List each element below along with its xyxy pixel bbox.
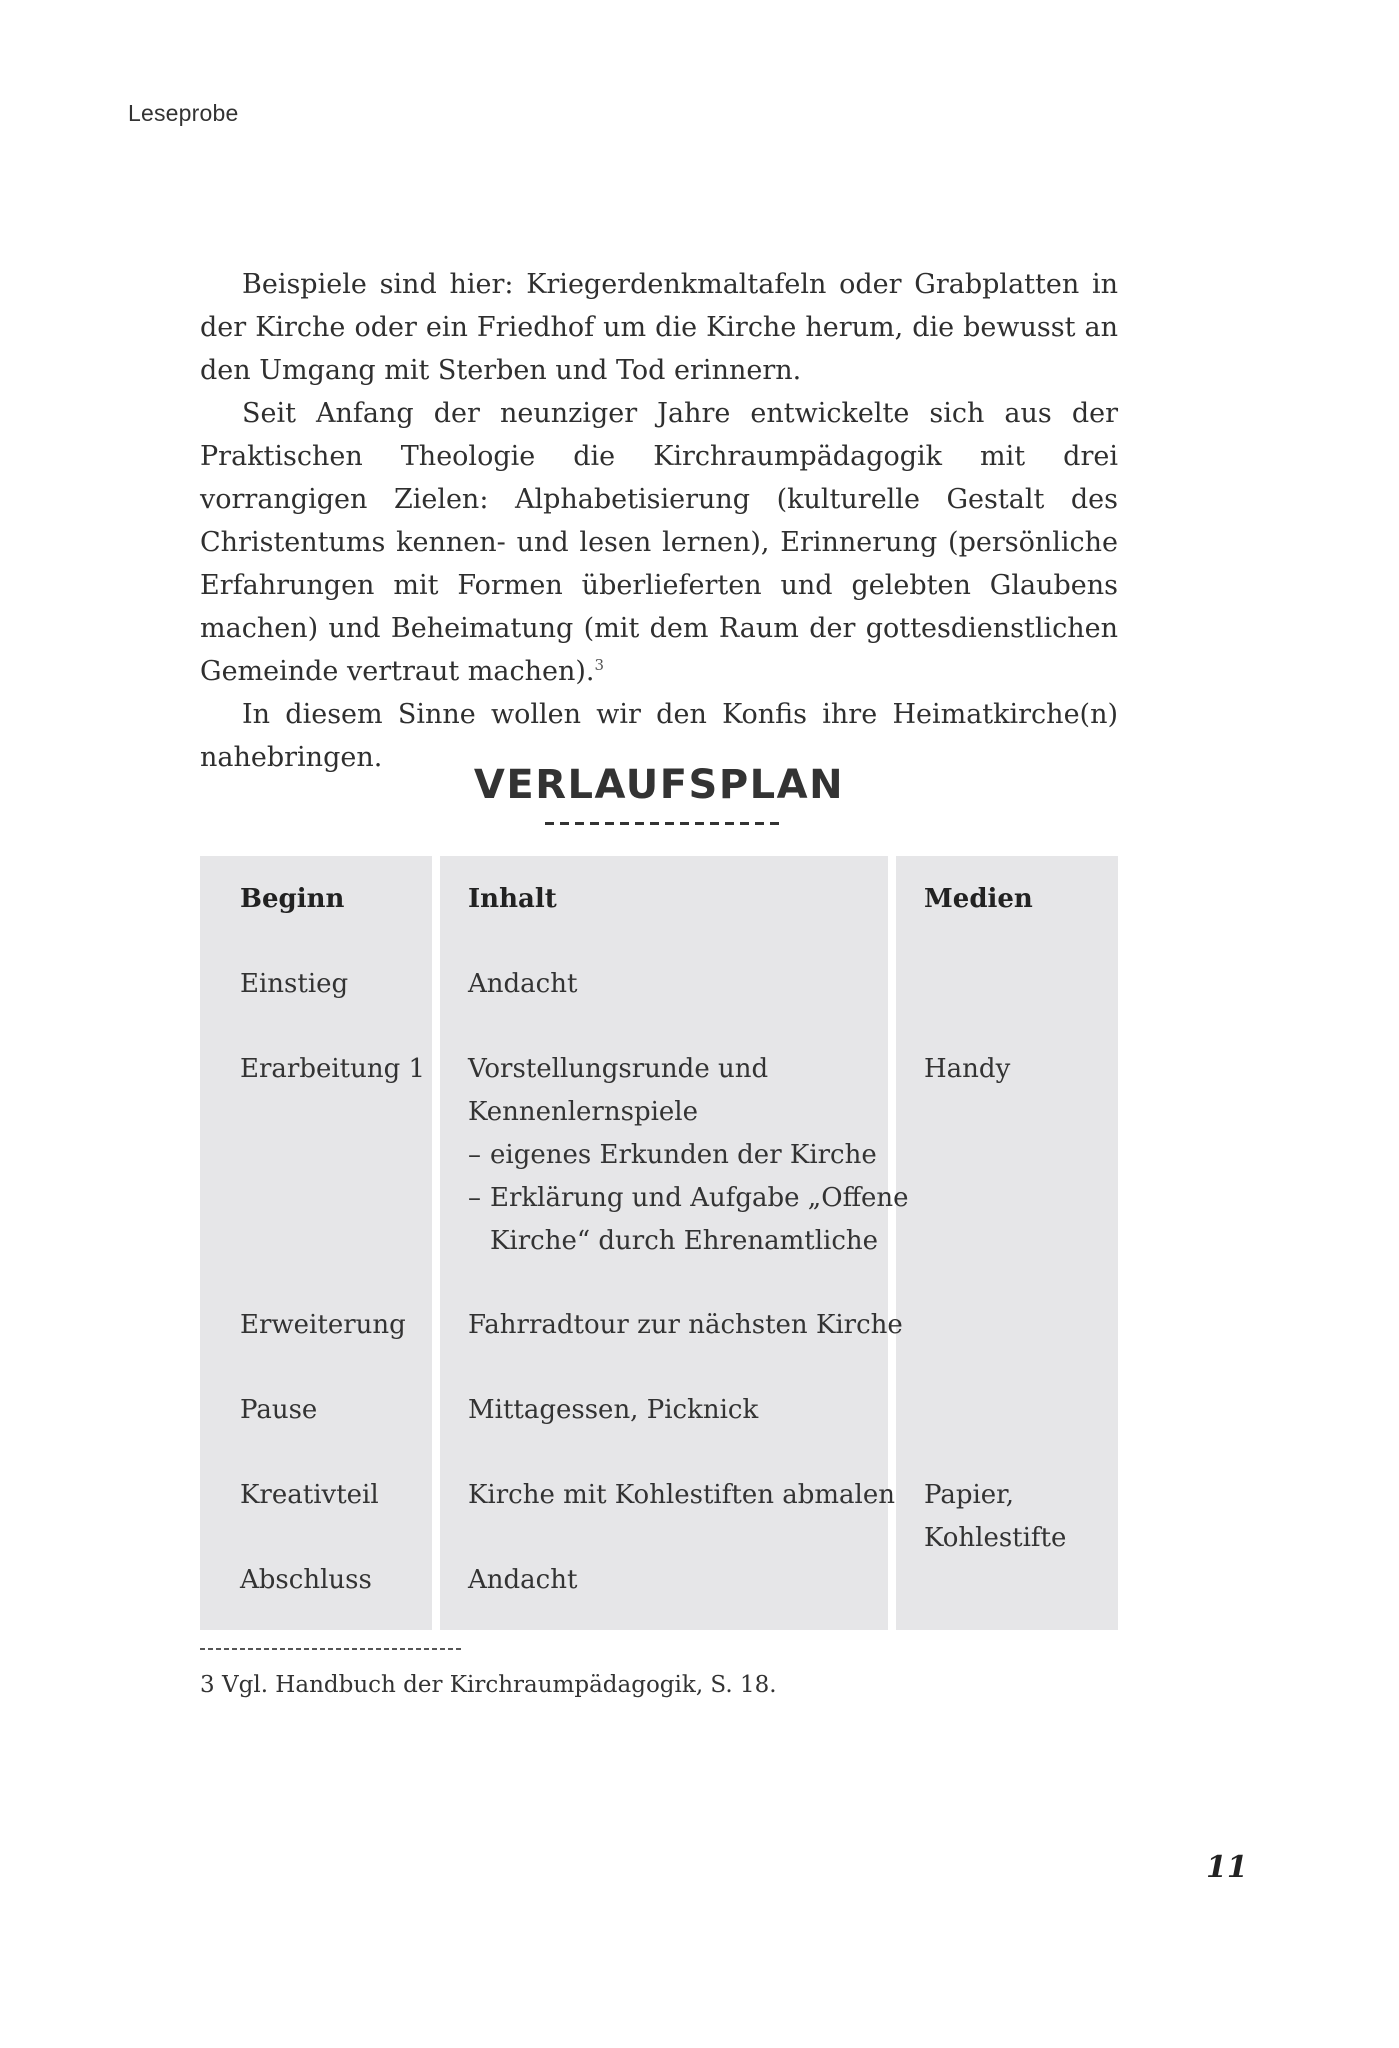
row-einstieg-inhalt: Andacht — [468, 969, 578, 999]
title-underline — [545, 822, 781, 825]
paragraph-2-text: Seit Anfang der neunziger Jahre entwickelte sich aus der Praktischen Theologie die Kirchraumpädagogik mit drei vorrangigen Zielen: Alphabetisierung (kulturelle Gestalt des Christentums kennen- und lesen lernen), Erinnerung (persönliche Erfahrungen mit Formen überlieferten und gelebten Glaubens machen) und Beheimatung (mit dem Raum der gottesdienstlichen Gemeinde vertraut machen). — [200, 398, 1118, 687]
dash-bullet: – — [468, 1140, 481, 1170]
body-text — [200, 263, 1118, 779]
row-erweiterung-beginn: Erweiterung — [240, 1310, 406, 1340]
row-abschluss-beginn: Abschluss — [240, 1565, 372, 1595]
inhalt-line: Vorstellungsrunde und — [468, 1054, 769, 1084]
page-number: 11 — [1206, 1850, 1248, 1885]
footnote — [200, 1672, 777, 1698]
list-item-continuation: Kirche“ durch Ehrenamtliche — [490, 1226, 879, 1256]
header-beginn: Beginn — [240, 884, 345, 914]
list-item — [468, 1134, 909, 1177]
row-erarbeitung-inhalt — [468, 1048, 909, 1263]
medien-line: Papier, — [924, 1480, 1015, 1510]
footnote-rule — [200, 1648, 462, 1650]
row-kreativteil-beginn: Kreativteil — [240, 1480, 379, 1510]
footnote-number: 3 — [200, 1672, 215, 1698]
header-inhalt: Inhalt — [468, 884, 557, 914]
row-kreativteil-medien — [924, 1474, 1066, 1560]
paragraph-2 — [200, 392, 1118, 693]
list-item-text: eigenes Erkunden der Kirche — [490, 1140, 877, 1170]
list-item-text: Erklärung und Aufgabe „Offene — [490, 1183, 909, 1213]
list-item — [468, 1177, 909, 1220]
row-pause-beginn: Pause — [240, 1395, 318, 1425]
header-label: Leseprobe — [128, 100, 239, 126]
row-erarbeitung-beginn: Erarbeitung 1 — [240, 1054, 426, 1084]
plan-table — [200, 856, 1118, 1630]
inhalt-line: Kennenlernspiele — [468, 1097, 699, 1127]
header-medien: Medien — [924, 884, 1033, 914]
paragraph-3: In diesem Sinne wollen wir den Konfis ihre Heimatkirche(n) nahebringen. — [200, 699, 1118, 773]
paragraph-1: Beispiele sind hier: Kriegerdenkmaltafeln oder Grabplatten in der Kirche oder ein Friedhof um die Kirche herum, die bewusst an den Umgang mit Sterben und Tod erinnern. — [200, 269, 1118, 386]
row-kreativteil-inhalt: Kirche mit Kohlestiften abmalen — [468, 1480, 895, 1510]
section-title: VERLAUFSPLAN — [473, 762, 845, 808]
medien-line: Kohlestifte — [924, 1523, 1067, 1553]
row-abschluss-inhalt: Andacht — [468, 1565, 578, 1595]
footnote-reference[interactable]: 3 — [594, 656, 605, 674]
row-erarbeitung-medien: Handy — [924, 1054, 1011, 1084]
row-einstieg-beginn: Einstieg — [240, 969, 349, 999]
row-pause-inhalt: Mittagessen, Picknick — [468, 1395, 759, 1425]
row-erweiterung-inhalt: Fahrradtour zur nächsten Kirche — [468, 1310, 903, 1340]
dash-bullet: – — [468, 1183, 481, 1213]
footnote-text: Vgl. Handbuch der Kirchraumpädagogik, S. 18. — [222, 1672, 777, 1698]
